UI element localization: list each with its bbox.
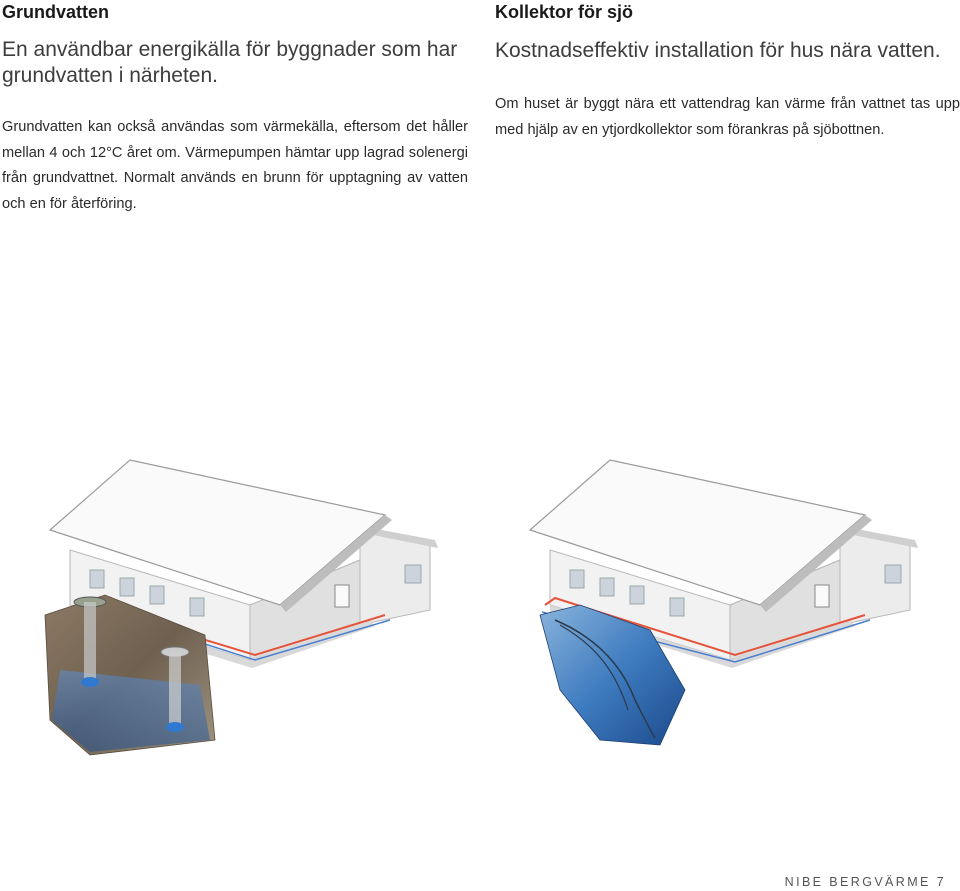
lake-collector-subtitle: Kostnadseffektiv installation för hus nära vatten. xyxy=(495,39,941,62)
footer-brand: NIBE BERGVÄRME xyxy=(784,875,931,889)
lake-collector-section xyxy=(495,0,960,143)
lake-collector-house-illustration xyxy=(510,420,950,760)
groundwater-house-illustration xyxy=(30,420,470,760)
lake-collector-body: Om huset är byggt nära ett vattendrag kan värme från vattnet tas upp med hjälp av en ytjordkollektor som förankras på sjöbottnen. xyxy=(495,96,960,138)
groundwater-heading: Grundvatten xyxy=(2,2,110,22)
page-footer xyxy=(785,875,946,889)
groundwater-body: Grundvatten kan också användas som värmekälla, eftersom det håller mellan 4 och 12°C året om. Värmepumpen hämtar upp lagrad solenergi från grundvattnet. Normalt används en brunn för upptagning av vatten och en för återföring. xyxy=(2,119,468,212)
footer-page-number: 7 xyxy=(936,875,946,889)
groundwater-section xyxy=(2,0,468,217)
lake-collector-heading: Kollektor för sjö xyxy=(495,2,634,22)
groundwater-subtitle: En användbar energikälla för byggnader som har grundvatten i närheten. xyxy=(2,38,458,87)
